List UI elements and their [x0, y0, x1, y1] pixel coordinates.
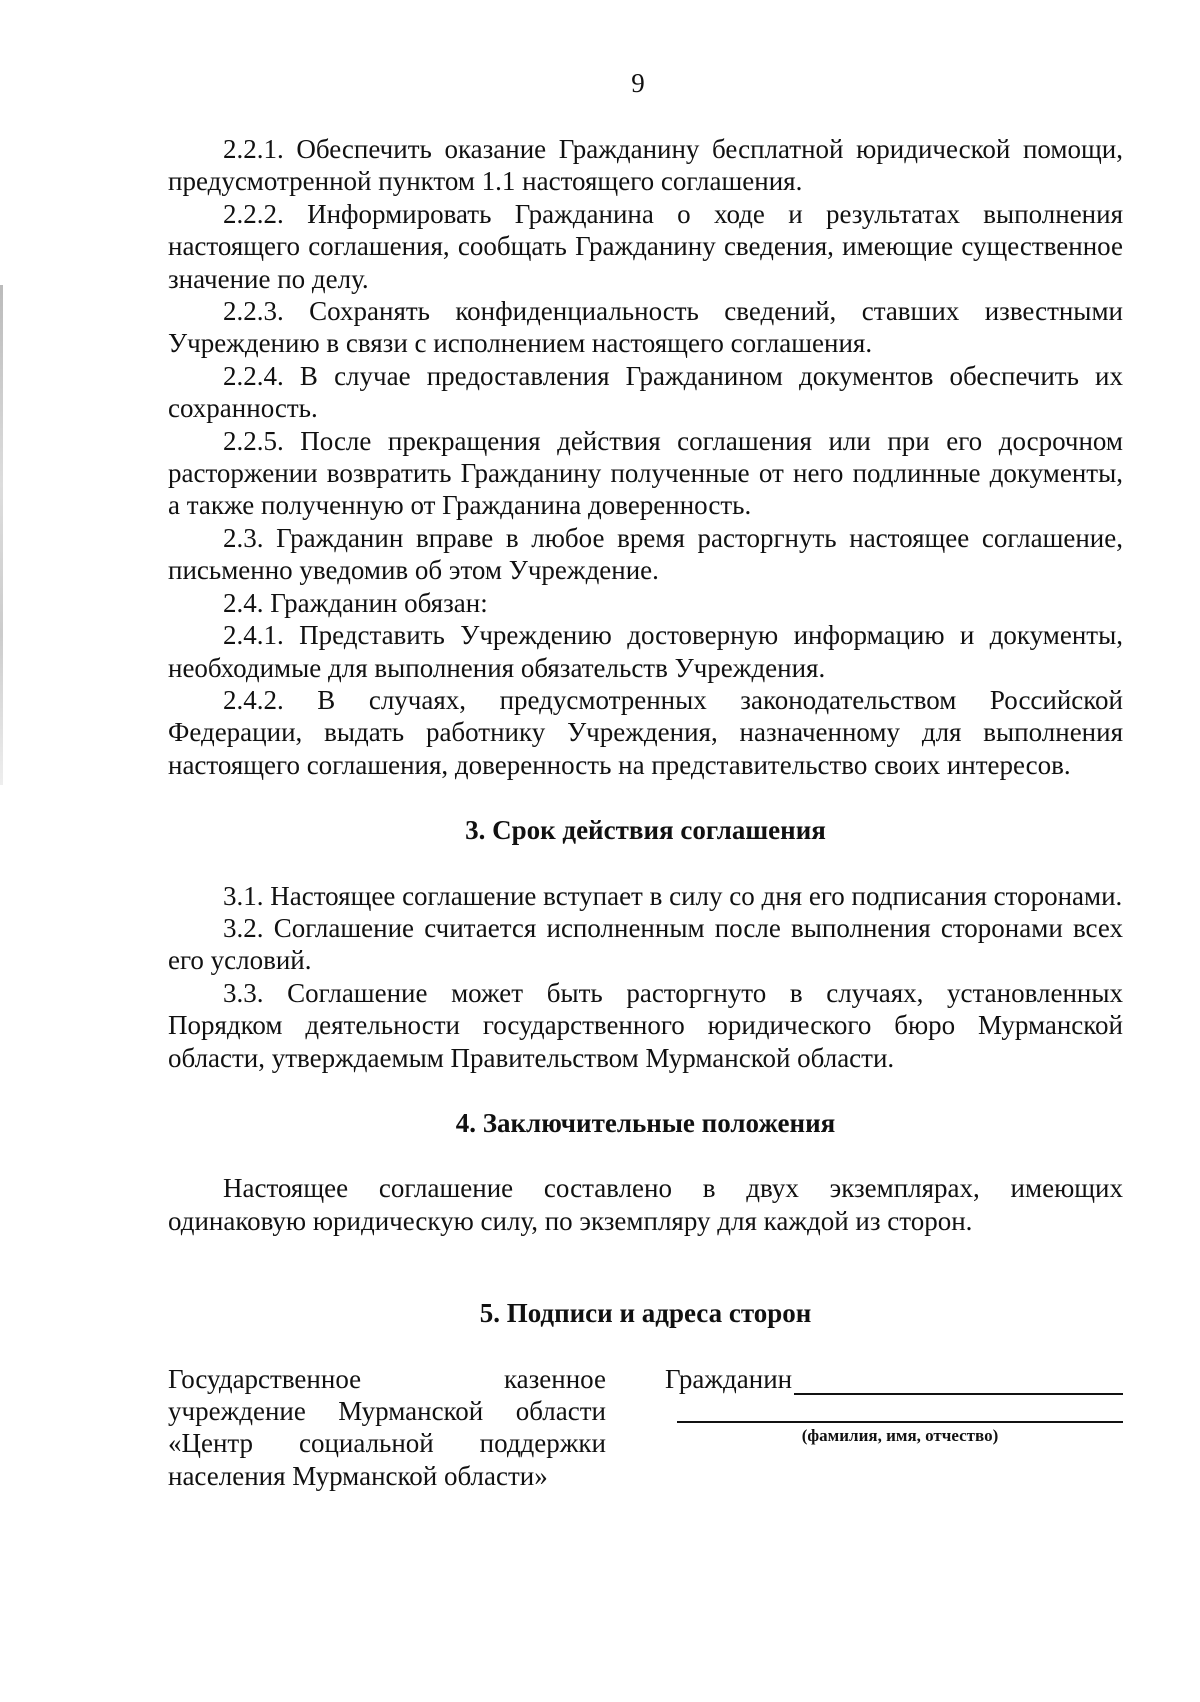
- citizen-party: [665, 1363, 1123, 1493]
- institution-party: [168, 1363, 606, 1493]
- citizen-row: [665, 1363, 1123, 1395]
- clause-2-2-5: 2.2.5. После прекращения действия соглашения или при его досрочном расторжении возвратить Гражданину полученные от него подлинные документы, а также полученную от Гражданина доверенность.: [168, 425, 1123, 521]
- document-body: [168, 133, 1123, 1492]
- section-4-heading: 4. Заключительные положения: [455, 1107, 836, 1138]
- page-number: 9: [631, 68, 645, 98]
- section-5-heading: 5. Подписи и адреса сторон: [479, 1298, 812, 1329]
- citizen-fio-line[interactable]: [677, 1421, 1123, 1423]
- clause-2-4-1: 2.4.1. Представить Учреждению достоверную информацию и документы, необходимые для выполнения обязательств Учреждения.: [168, 620, 1123, 683]
- section-2-continued: [168, 133, 1123, 781]
- fio-caption: (фамилия, имя, отчество): [801, 1426, 999, 1445]
- institution-name-line: Государственное казенное: [168, 1363, 606, 1394]
- citizen-label: Гражданин: [665, 1363, 793, 1394]
- clause-3-1: 3.1. Настоящее соглашение вступает в силу со дня его подписания сторонами.: [223, 880, 1123, 911]
- clause-2-3: 2.3. Гражданин вправе в любое время расторгнуть настоящее соглашение, письменно уведомив об этом Учреждение.: [168, 522, 1123, 586]
- clause-2-4-2: 2.4.2. В случаях, предусмотренных законодательством Российской Федерации, выдать работнику Учреждения, назначенному для выполнения настоящего соглашения, доверенность на представительство своих интересов.: [168, 684, 1123, 780]
- clause-2-2-2: 2.2.2. Информировать Гражданина о ходе и результатах выполнения настоящего соглашения, сообщать Гражданину сведения, имеющие существенное значение по делу.: [168, 198, 1123, 294]
- institution-name-line: населения Мурманской области»: [168, 1460, 548, 1491]
- final-provisions-text: Настоящее соглашение составлено в двух экземплярах, имеющих одинаковую юридическую силу, по экземпляру для каждой из сторон.: [168, 1173, 1123, 1236]
- institution-name-line: «Центр социальной поддержки: [168, 1428, 606, 1459]
- clause-2-4: 2.4. Гражданин обязан:: [223, 587, 488, 618]
- scan-edge-shadow: [0, 285, 3, 785]
- clause-2-2-3: 2.2.3. Сохранять конфиденциальность сведений, ставших известными Учреждению в связи с исполнением настоящего соглашения.: [168, 296, 1123, 359]
- clause-2-2-4: 2.2.4. В случае предоставления Гражданином документов обеспечить их сохранность.: [168, 360, 1123, 424]
- institution-name-line: учреждение Мурманской области: [168, 1396, 606, 1426]
- clause-3-3: 3.3. Соглашение может быть расторгнуто в случаях, установленных Порядком деятельности государственного юридического бюро Мурманской области, утверждаемым Правительством Мурманской области.: [168, 977, 1123, 1073]
- signatures-block: [168, 1363, 1123, 1493]
- clause-2-2-1: 2.2.1. Обеспечить оказание Гражданину бесплатной юридической помощи, предусмотренной пунктом 1.1 настоящего соглашения.: [168, 134, 1123, 197]
- section-3-heading: 3. Срок действия соглашения: [465, 815, 826, 846]
- clause-3-2: 3.2. Соглашение считается исполненным после выполнения сторонами всех его условий.: [168, 912, 1123, 976]
- section-3: [168, 880, 1123, 1074]
- section-4: [168, 1172, 1123, 1237]
- citizen-signature-line[interactable]: [794, 1369, 1123, 1395]
